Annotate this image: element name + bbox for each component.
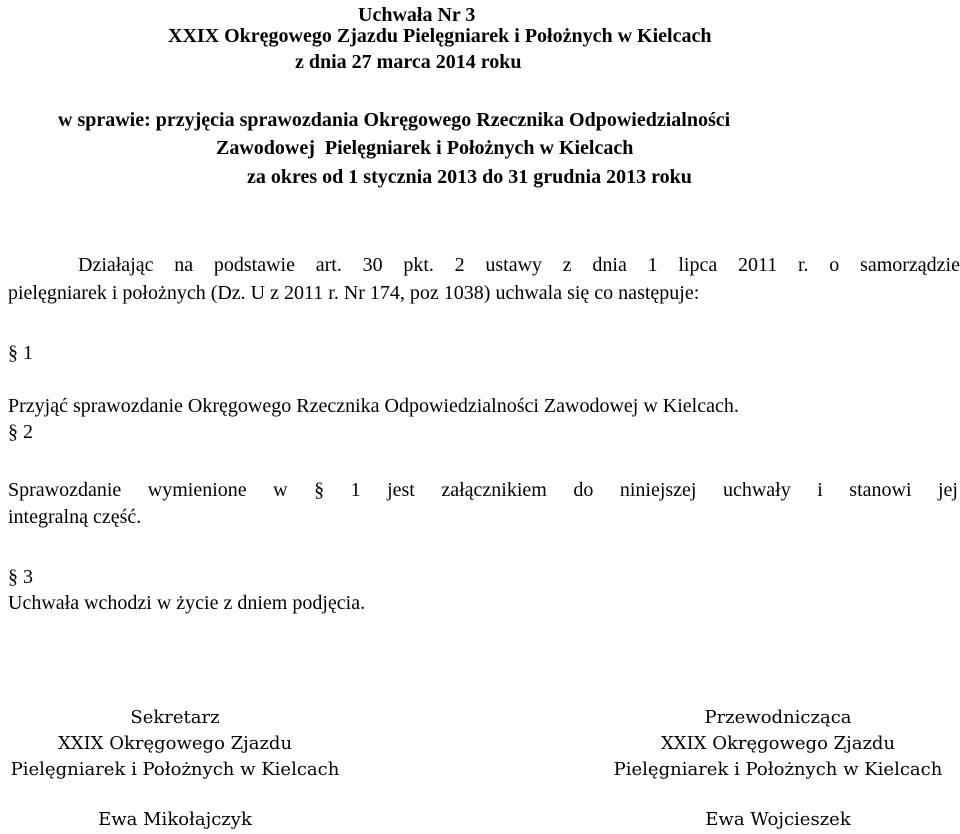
signature-name: Ewa Wojcieszek — [705, 809, 851, 830]
signature-role: Przewodnicząca — [704, 707, 852, 728]
subject-line: Zawodowej Pielęgniarek i Położnych w Kielcach — [216, 137, 634, 159]
resolution-body: XXIX Okręgowego Zjazdu Pielęgniarek i Położnych w Kielcach — [168, 25, 712, 47]
section-text: Przyjąć sprawozdanie Okręgowego Rzecznika Odpowiedzialności Zawodowej w Kielcach. — [8, 395, 739, 417]
signature-line: XXIX Okręgowego Zjazdu — [660, 733, 896, 754]
signature-chair — [588, 705, 960, 833]
section-text: Sprawozdanie wymienione w § 1 jest załącznikiem do niniejszej uchwały i stanowi jej — [8, 479, 958, 501]
resolution-title: Uchwała Nr 3 — [358, 4, 476, 26]
preamble-line: Działając na podstawie art. 30 pkt. 2 ustawy z dnia 1 lipca 2011 r. o samorządzie — [78, 254, 960, 276]
signature-line: Pielęgniarek i Położnych w Kielcach — [10, 759, 340, 780]
subject-line: za okres od 1 stycznia 2013 do 31 grudnia 2013 roku — [247, 166, 692, 188]
signature-name: Ewa Mikołajczyk — [98, 809, 252, 830]
signature-secretary — [0, 705, 365, 833]
section-mark: § 1 — [8, 342, 33, 364]
signature-line: Pielęgniarek i Położnych w Kielcach — [613, 759, 943, 780]
signature-line: XXIX Okręgowego Zjazdu — [57, 733, 293, 754]
section-text: integralną część. — [8, 506, 142, 528]
subject-line: w sprawie: przyjęcia sprawozdania Okręgowego Rzecznika Odpowiedzialności — [58, 109, 731, 131]
section-mark: § 3 — [8, 566, 33, 588]
section-mark: § 2 — [8, 421, 33, 443]
resolution-date: z dnia 27 marca 2014 roku — [295, 51, 522, 73]
section-text: Uchwała wchodzi w życie z dniem podjęcia. — [8, 592, 366, 614]
signature-role: Sekretarz — [130, 707, 220, 728]
preamble-line: pielęgniarek i położnych (Dz. U z 2011 r. Nr 174, poz 1038) uchwala się co następuje: — [8, 282, 700, 304]
